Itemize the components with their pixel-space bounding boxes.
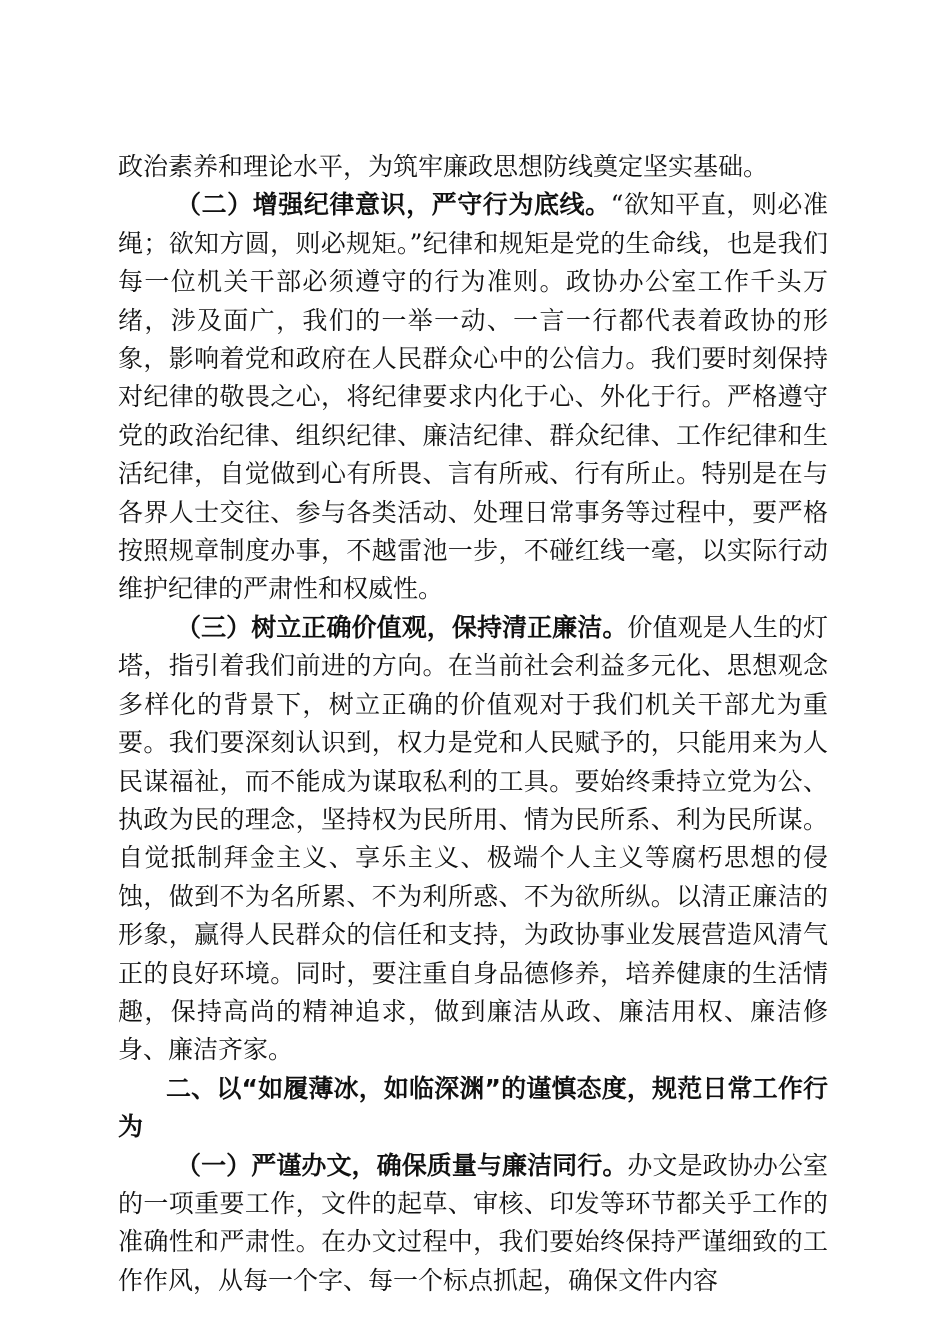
paragraph-document-handling <box>118 1147 828 1301</box>
paragraph-continuation <box>118 148 828 186</box>
paragraph-text: 政治素养和理论水平，为筑牢廉政思想防线奠定坚实基础。 <box>118 152 769 181</box>
paragraph-lead-heading: （一）严谨办文，确保质量与廉洁同行。 <box>176 1150 628 1180</box>
paragraph-lead-heading: （二）增强纪律意识，严守行为底线。 <box>176 190 611 220</box>
paragraph-text: “欲知平直，则必准绳；欲知方圆，则必规矩。”纪律和规矩是党的生命线，也是我们每一位机关干部必须遵守的行为准则。政协办公室工作千头万绪，涉及面广，我们的一举一动、一言一行都代表着政协的形象，影响着党和政府在人民群众心中的公信力。我们要时刻保持对纪律的敬畏之心，将纪律要求内化于心、外化于行。严格遵守党的政治纪律、组织纪律、廉洁纪律、群众纪律、工作纪律和生活纪律，自觉做到心有所畏、言有所戒、行有所止。特别是在与各界人士交往、参与各类活动、处理日常事务等过程中，要严格按照规章制度办事，不越雷池一步，不碰红线一毫，以实际行动维护纪律的严肃性和权威性。 <box>118 190 828 604</box>
paragraph-lead-heading: （三）树立正确价值观，保持清正廉洁。 <box>176 612 628 642</box>
section-heading: 二、以“如履薄冰，如临深渊”的谨慎态度，规范日常工作行为 <box>118 1073 828 1142</box>
paragraph-discipline <box>118 186 828 608</box>
paragraph-values <box>118 609 828 1070</box>
paragraph-text: 办文是政协办公室的一项重要工作，文件的起草、审核、印发等环节都关乎工作的准确性和严肃性。在办文过程中，我们要始终保持严谨细致的工作作风，从每一个字、每一个标点抓起，确保文件内容 <box>118 1150 828 1295</box>
document-page <box>118 148 828 1300</box>
paragraph-text: 价值观是人生的灯塔，指引着我们前进的方向。在当前社会利益多元化、思想观念多样化的背景下，树立正确的价值观对于我们机关干部尤为重要。我们要深刻认识到，权力是党和人民赋予的，只能用来为人民谋福祉，而不能成为谋取私利的工具。要始终秉持立党为公、执政为民的理念，坚持权为民所用、情为民所系、利为民所谋。自觉抵制拜金主义、享乐主义、极端个人主义等腐朽思想的侵蚀，做到不为名所累、不为利所惑、不为欲所纵。以清正廉洁的形象，赢得人民群众的信任和支持，为政协事业发展营造风清气正的良好环境。同时，要注重自身品德修养，培养健康的生活情趣，保持高尚的精神追求，做到廉洁从政、廉洁用权、廉洁修身、廉洁齐家。 <box>118 612 828 1065</box>
